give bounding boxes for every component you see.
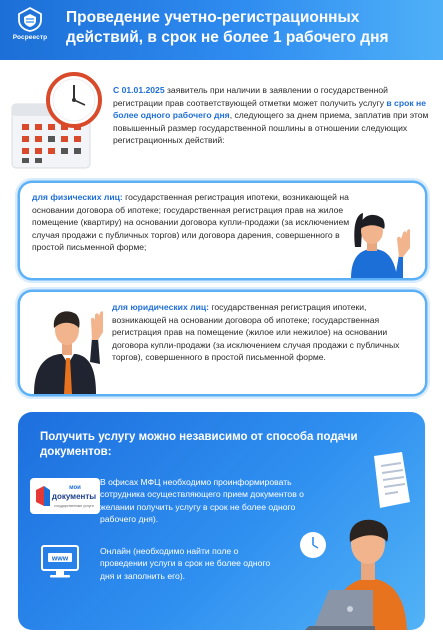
mfc-logo-mark — [36, 486, 50, 506]
effective-date: С 01.01.2025 — [113, 85, 165, 95]
intro-text-1: заявитель при наличии в заявлении о государственной регистрации прав соответствующей отметки может получить услугу — [113, 85, 388, 108]
www-label: www — [51, 555, 69, 563]
mfc-logo-top: мои — [69, 485, 81, 491]
submission-methods-panel — [18, 412, 425, 630]
individuals-text — [32, 191, 352, 254]
my-documents-logo — [30, 476, 100, 516]
businessman-illustration — [30, 298, 108, 394]
logo-text: Росреестр — [12, 34, 48, 41]
mfc-logo-main: документы — [51, 492, 97, 501]
monitor-www-icon — [40, 544, 80, 580]
legal-entities-card — [20, 292, 425, 394]
individuals-label: для физических лиц: — [32, 192, 123, 202]
online-option-text: Онлайн (необходимо найти поле о проведении услуги в срок не более одного дня и заполнить его). — [100, 546, 271, 581]
intro-text-2: , следующего за днем приема, заплатив при этом повышенный размер государственной пошлины в отношении следующих регистрационных действий: — [113, 110, 429, 146]
mfc-option-text: В офисах МФЦ необходимо проинформировать сотрудника осуществляющего прием документов о желании получить услугу в срок не более одного рабочего дня). — [100, 477, 304, 525]
man-with-laptop-illustration — [303, 510, 425, 630]
intro-paragraph — [113, 84, 438, 147]
individuals-card — [20, 183, 425, 278]
page-title: Проведение учетно-регистрационных действий, в срок не более 1 рабочего дня — [66, 9, 389, 46]
legal-entities-description: государственная регистрация ипотеки, возникающей на основании договора об ипотеке; государственная регистрация прав на помещение (жилое или нежилое) на основании договора купли-продажи (за исключением случая продажи с публичных торгов), совершенного в простой письменной форме. — [112, 302, 400, 362]
submission-methods-title: Получить услугу можно независимо от способа подачи документов: — [40, 431, 358, 458]
legal-entities-text — [112, 301, 417, 364]
rosreestr-logo — [8, 6, 52, 41]
document-illustration — [368, 450, 416, 510]
intro-highlight: в срок не более одного рабочего дня — [113, 97, 426, 121]
mfc-logo-small: государственные услуги — [54, 504, 94, 508]
clock-icon — [48, 74, 100, 126]
calendar-clock-illustration — [8, 70, 112, 178]
emblem-icon — [15, 6, 45, 32]
header-banner — [0, 0, 443, 60]
legal-entities-label: для юридических лиц: — [112, 302, 209, 312]
woman-waving-illustration — [341, 203, 415, 278]
individuals-description: государственная регистрация ипотеки, возникающей на основании договора об ипотеке; государственная регистрация прав на жилое помещение (квартиру) на основании договора купли-продажи (за исключением случая продажи с публичных торгов) или договора дарения, совершенного в простой письменной форме; — [32, 192, 350, 252]
